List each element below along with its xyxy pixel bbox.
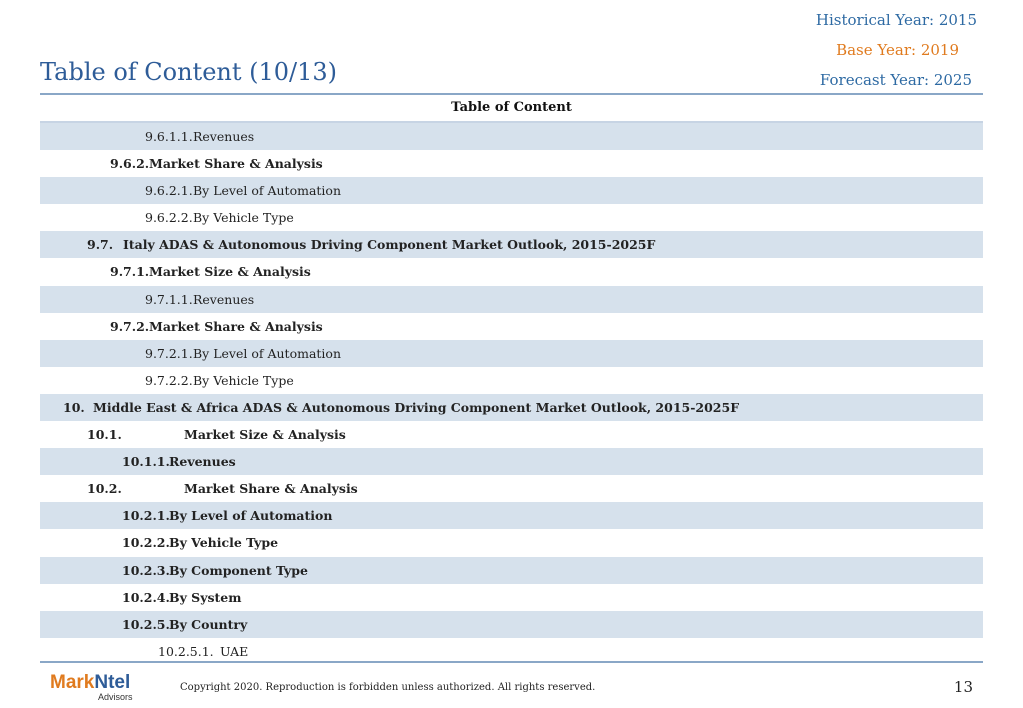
toc-row-number: 10.2.5.1.	[158, 643, 214, 659]
toc-heading: Table of Content	[40, 95, 983, 123]
marknetel-logo	[50, 672, 133, 702]
toc-row-number: 10.1.1.	[122, 454, 170, 470]
historical-year: Historical Year: 2015	[815, 11, 977, 29]
toc-row	[40, 502, 983, 529]
toc-row	[40, 557, 983, 584]
toc-row	[40, 529, 983, 556]
toc-row-text: By Vehicle Type	[193, 372, 294, 388]
toc-row-text: UAE	[220, 643, 249, 659]
toc-row	[40, 340, 983, 367]
toc-row-text: By Level of Automation	[193, 183, 342, 199]
toc-row-number: 10.2.1.	[122, 508, 170, 524]
toc-row	[40, 584, 983, 611]
toc-row-text: Market Size & Analysis	[149, 264, 311, 280]
toc-row-number: 9.7.1.1.	[145, 291, 193, 307]
toc-row-text: By Country	[169, 616, 248, 632]
toc-row	[40, 475, 983, 502]
toc-row-number: 9.6.2.1.	[145, 183, 193, 199]
toc-row	[40, 367, 983, 394]
logo-text-mark: Mark	[50, 672, 95, 693]
toc-row	[40, 231, 983, 258]
toc-row	[40, 286, 983, 313]
toc-row-number: 10.2.3.	[122, 562, 170, 578]
toc-row-text: Market Share & Analysis	[149, 318, 323, 334]
toc-row	[40, 448, 983, 475]
toc-row	[40, 150, 983, 177]
toc-row-text: Market Share & Analysis	[149, 156, 323, 172]
toc-row-number: 9.6.2.2.	[145, 210, 193, 226]
toc-row-text: By Level of Automation	[169, 508, 333, 524]
toc-row-text: Market Size & Analysis	[184, 427, 346, 443]
toc-row-number: 9.7.2.2.	[145, 372, 193, 388]
toc-row-text: Middle East & Africa ADAS & Autonomous Driving Component Market Outlook, 2015-2025F	[93, 399, 740, 415]
toc-row-number: 9.7.	[87, 237, 114, 253]
toc-row	[40, 611, 983, 638]
toc-row-number: 10.2.	[87, 481, 122, 497]
toc-row-number: 10.2.4.	[122, 589, 170, 605]
page-number: 13	[953, 678, 973, 696]
page-title: Table of Content (10/13)	[40, 58, 338, 86]
toc-row-number: 9.7.2.	[110, 318, 150, 334]
toc-row-text: Market Share & Analysis	[184, 481, 358, 497]
toc-row-text: Italy ADAS & Autonomous Driving Component Market Outlook, 2015-2025F	[123, 237, 656, 253]
toc-row-text: Revenues	[193, 129, 255, 144]
toc-row-number: 9.6.2.	[110, 156, 150, 172]
toc-row-number: 10.	[63, 399, 85, 415]
bottom-divider	[40, 661, 983, 663]
toc-row-number: 9.7.1.	[110, 264, 150, 280]
toc-row-text: Revenues	[169, 454, 236, 470]
toc-row	[40, 421, 983, 448]
toc-row-number: 10.2.5.	[122, 616, 170, 632]
toc-row-number: 10.2.2.	[122, 535, 170, 551]
toc-row	[40, 258, 983, 285]
toc-row	[40, 123, 983, 150]
toc-row-text: By Component Type	[169, 562, 308, 578]
toc-row-text: Revenues	[193, 291, 255, 307]
toc-row-number: 10.1.	[87, 427, 122, 443]
forecast-year: Forecast Year: 2025	[819, 71, 972, 89]
logo-subtitle: Advisors	[98, 692, 133, 702]
toc-row-number: 9.6.1.1.	[145, 129, 193, 144]
toc-row	[40, 394, 983, 421]
toc-row	[40, 313, 983, 340]
toc-row	[40, 204, 983, 231]
toc-row-text: By Vehicle Type	[193, 210, 294, 226]
toc-table	[40, 95, 983, 665]
toc-row-text: By Level of Automation	[193, 345, 342, 361]
toc-row-number: 9.7.2.1.	[145, 345, 193, 361]
toc-row-text: By System	[169, 589, 242, 605]
toc-row-text: By Vehicle Type	[169, 535, 279, 551]
toc-row	[40, 177, 983, 204]
logo-text-ntel: Ntel	[94, 672, 131, 693]
copyright-notice: Copyright 2020. Reproduction is forbidden unless authorized. All rights reserved.	[180, 682, 596, 693]
base-year: Base Year: 2019	[836, 41, 959, 59]
